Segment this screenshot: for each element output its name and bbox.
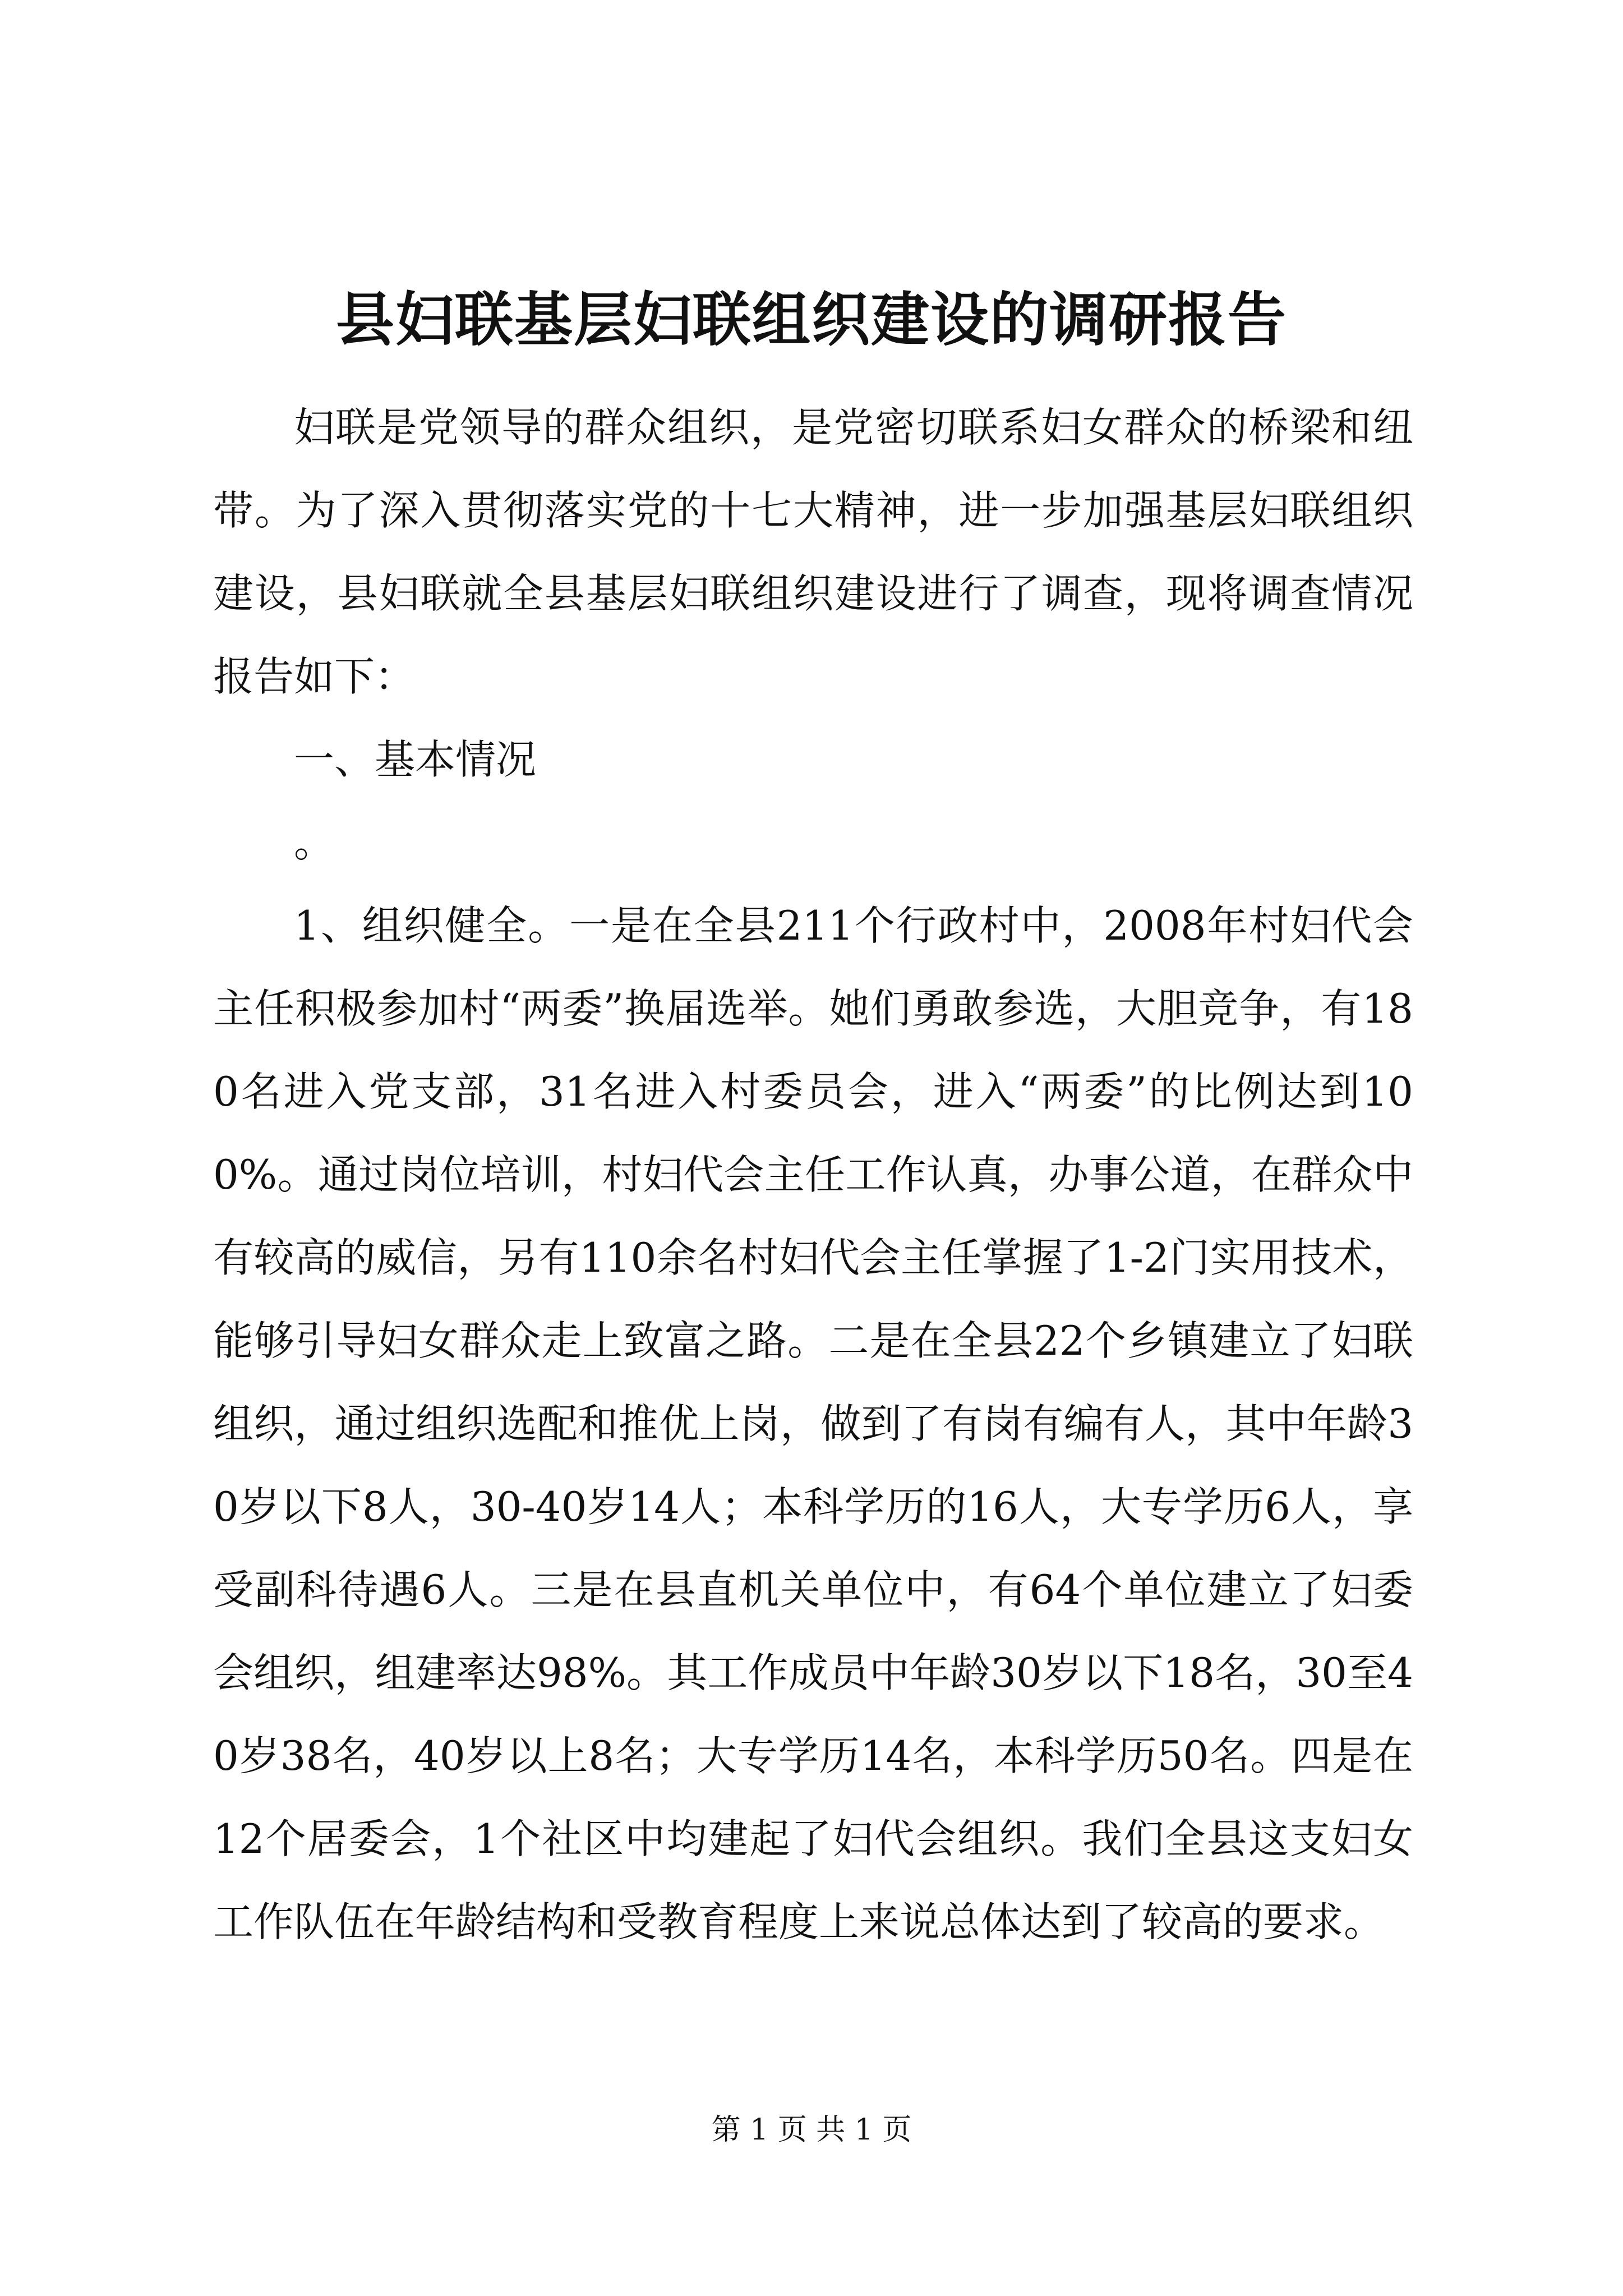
paragraph-period: 。: [294, 819, 335, 866]
paragraph-intro: 妇联是党领导的群众组织，是党密切联系妇女群众的桥梁和纽带。为了深入贯彻落实党的十七大精神，进一步加强基层妇联组织建设，县妇联就全县基层妇联组织建设进行了调查，现将调查情况报告如下：: [213, 404, 1413, 700]
section-heading-basic-situation: 一、基本情况: [294, 736, 537, 783]
paragraph-organization-sound: 1、组织健全。一是在全县211个行政村中，2008年村妇代会主任积极参加村“两委”换届选举。她们勇敢参选，大胆竞争，有180名进入党支部，31名进入村委员会，进入“两委”的比例达到100%。通过岗位培训，村妇代会主任工作认真，办事公道，在群众中有较高的威信，另有110余名村妇代会主任掌握了1-2门实用技术，能够引导妇女群众走上致富之路。二是在全县22个乡镇建立了妇联组织，通过组织选配和推优上岗，做到了有岗有编有人，其中年龄30岁以下8人，30-40岁14人；本科学历的16人，大专学历6人，享受副科待遇6人。三是在县直机关单位中，有64个单位建立了妇委会组织，组建率达98%。其工作成员中年龄30岁以下18名，30至40岁38名，40岁以上8名；大专学历14名，本科学历50名。四是在12个居委会，1个社区中均建起了妇代会组织。我们全县这支妇女工作队伍在年龄结构和受教育程度上来说总体达到了较高的要求。: [213, 902, 1413, 1945]
page-footer: 第 1 页 共 1 页: [711, 2113, 912, 2147]
document-body: [213, 386, 1413, 1963]
document-title: 县妇联基层妇联组织建设的调研报告: [335, 285, 1287, 354]
